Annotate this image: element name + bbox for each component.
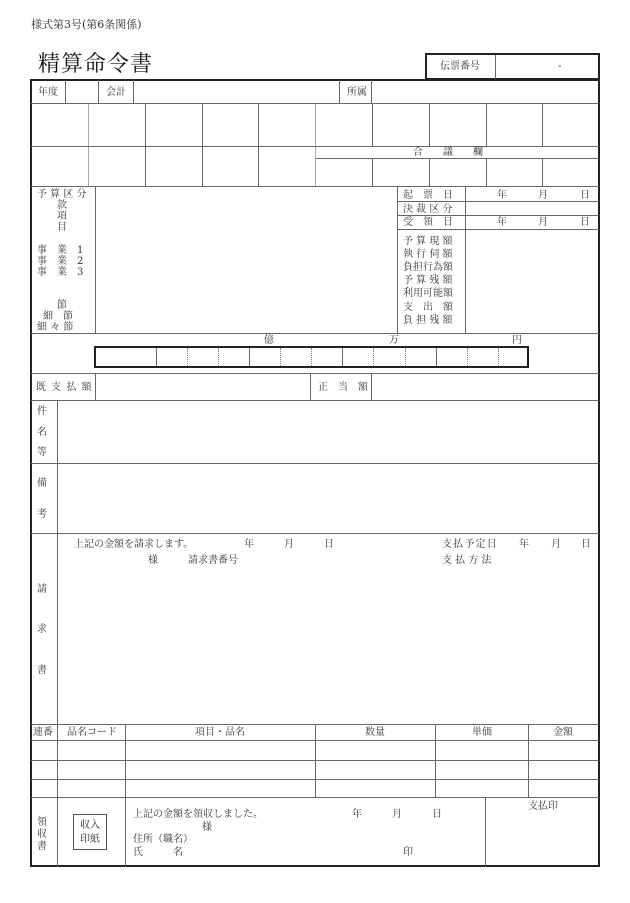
draft-date-field[interactable] xyxy=(466,188,599,201)
receipt-field[interactable] xyxy=(126,798,484,866)
table-row[interactable] xyxy=(31,741,599,760)
invoice-number-label: 請求書番号 xyxy=(188,555,238,566)
revenue-stamp-box: 収入 印紙 xyxy=(73,814,107,850)
department-field[interactable] xyxy=(372,80,598,103)
proper-amount-label: 正 当 額 xyxy=(318,382,368,393)
voucher-number-value: - xyxy=(558,61,562,72)
department-label: 所属 xyxy=(347,87,367,98)
items-header-name: 項目・品名 xyxy=(195,727,245,738)
budget-classification-field[interactable] xyxy=(96,187,396,333)
fiscal-year-label: 年度 xyxy=(38,87,58,98)
receipt-label-char: 領 xyxy=(37,817,47,828)
items-header-qty: 数量 xyxy=(365,727,385,738)
payment-seal-label: 支払印 xyxy=(528,801,558,812)
voucher-number-field[interactable] xyxy=(497,55,598,79)
table-row[interactable] xyxy=(31,761,599,779)
page-title: 精算命令書 xyxy=(38,52,154,77)
form-number: 様式第3号(第6条関係) xyxy=(31,18,142,31)
items-header-code: 品名コード xyxy=(67,727,117,738)
unit-oku: 億 xyxy=(264,335,274,346)
address-label: 住所（職名） xyxy=(133,834,193,845)
remarks-label-char: 備 xyxy=(37,478,47,489)
table-row[interactable] xyxy=(31,780,599,797)
receipt-date-field[interactable] xyxy=(466,216,599,229)
council-column-label: 合 議 欄 xyxy=(413,147,483,158)
receipt-date-label: 受 領 日 xyxy=(403,217,453,228)
unit-man: 万 xyxy=(389,335,399,346)
subject-label-char: 件 xyxy=(37,406,47,417)
proper-amount-field[interactable] xyxy=(372,374,598,400)
remarks-field[interactable] xyxy=(58,464,598,533)
items-header-amount: 金額 xyxy=(553,727,573,738)
budget-amounts-field[interactable] xyxy=(466,230,599,333)
payment-seal-area[interactable] xyxy=(486,798,598,866)
unit-yen: 円 xyxy=(512,335,522,346)
fiscal-year-field[interactable] xyxy=(66,80,98,103)
pay-method-label: 支 払 方 法 xyxy=(442,555,492,566)
already-paid-field[interactable] xyxy=(96,374,310,400)
seal-mark: 印 xyxy=(403,847,413,858)
approval-class-field[interactable] xyxy=(466,202,599,215)
name-label: 氏 名 xyxy=(133,847,183,858)
voucher-number-label: 伝票番号 xyxy=(440,61,480,72)
subject-field[interactable] xyxy=(58,401,598,463)
items-header-unit-price: 単価 xyxy=(472,727,492,738)
invoice-label-char: 請 xyxy=(37,584,47,595)
items-header-seq: 連番 xyxy=(33,727,53,738)
invoice-field[interactable] xyxy=(58,534,598,724)
account-label: 会計 xyxy=(106,87,126,98)
pay-date-label: 支 払 予 定 日 xyxy=(442,539,496,550)
approval-class-label: 決 裁 区 分 xyxy=(403,204,453,215)
account-field[interactable] xyxy=(134,80,339,103)
receipt-statement: 上記の金額を領収しました。 xyxy=(133,809,263,820)
approval-stamp-area[interactable] xyxy=(31,104,599,186)
already-paid-label: 既 支 払 額 xyxy=(36,382,93,393)
invoice-statement: 上記の金額を請求します。 xyxy=(74,539,194,550)
draft-date-label: 起 票 日 xyxy=(403,190,453,201)
